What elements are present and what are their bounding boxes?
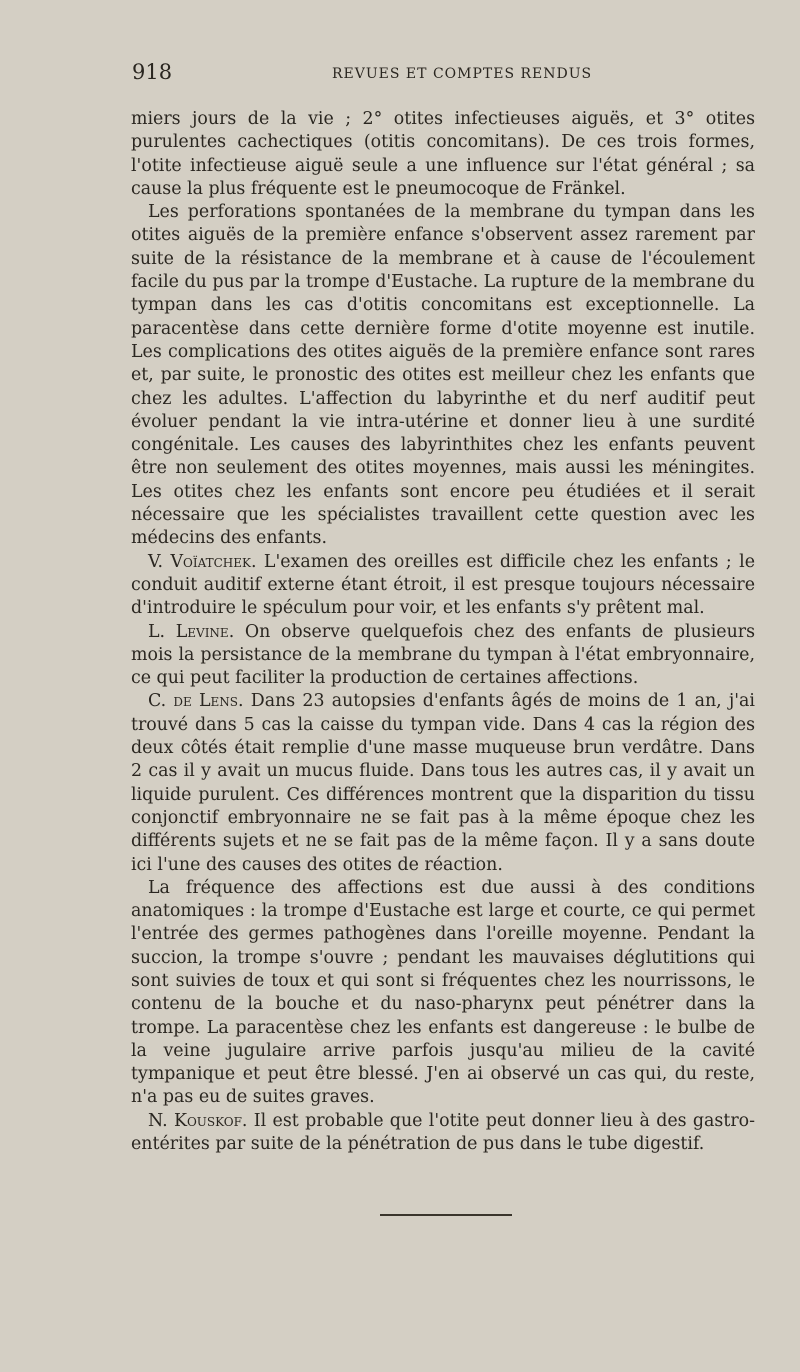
body-text: [131, 108, 755, 1156]
paragraph-levine: [131, 621, 755, 691]
author-name: V. Voïatchek.: [148, 551, 257, 572]
page-header: [132, 58, 752, 88]
author-name: C. de Lens.: [148, 691, 244, 712]
paragraph-text: miers jours de la vie ; 2° otites infectieuses aiguës, et 3° otites purulentes cachectiques (otitis concomitans). De ces trois formes, l'otite infectieuse aiguë seule a une influence sur l'état général ; sa cause la plus fréquente est le pneumocoque de Fränkel.: [131, 109, 755, 199]
paragraph: [131, 877, 755, 1110]
paragraph-text: Les perforations spontanées de la membrane du tympan dans les otites aiguës de la première enfance s'observent assez rarement par suite de la résistance de la membrane et à cause de l'écoulement facile du pus par la trompe d'Eustache. La rupture de la membrane du tympan dans les cas d'otitis concomitans est exceptionnelle. La paracentèse dans cette dernière forme d'otite moyenne est inutile. Les complications des otites aiguës de la première enfance sont rares et, par suite, le pronostic des otites est meilleur chez les enfants que chez les adultes. L'affection du labyrinthe et du nerf auditif peut évoluer pendant la vie intra-utérine et donner lieu à une surdité congénitale. Les causes des labyrinthites chez les enfants peuvent être non seulement des otites moyennes, mais aussi les méningites. Les otites chez les enfants sont encore peu étudiées et il serait nécessaire que les spécialistes travaillent cette question avec les médecins des enfants.: [131, 202, 755, 549]
paragraph-kouskof: [131, 1110, 755, 1157]
paragraph: [131, 201, 755, 550]
paragraph-text: On observe quelquefois chez des enfants de plusieurs mois la persistance de la membrane du tympan à l'état embryonnaire, ce qui peut faciliter la production de certaines affections.: [131, 621, 756, 689]
paragraph-continuation: [131, 108, 755, 201]
section-end-rule: [380, 1214, 512, 1216]
author-name: N. Kouskof.: [148, 1110, 248, 1131]
paragraph-voiatchek: [131, 551, 755, 621]
paragraph-text: Dans 23 autopsies d'enfants âgés de moins de 1 an, j'ai trouvé dans 5 cas la caisse du tympan vide. Dans 4 cas la région des deux côtés était remplie d'une masse muqueuse brun verdâtre. Dans 2 cas il y avait un mucus fluide. Dans tous les autres cas, il y avait un liquide purulent. Ces différences montrent que la disparition du tissu conjonctif embryonnaire ne se fait pas à la même époque chez les différents sujets et ne se fait pas de la même façon. Il y a sans doute ici l'une des causes des otites de réaction.: [131, 691, 755, 875]
paragraph-text: L'examen des oreilles est difficile chez les enfants ; le conduit auditif externe étant étroit, il est presque toujours nécessaire d'introduire le spéculum pour voir, et les enfants s'y prêtent mal.: [131, 551, 756, 619]
page-number: 918: [132, 60, 173, 84]
paragraph-de-lens: [131, 690, 755, 876]
author-name: L. Levine.: [148, 621, 235, 642]
paragraph-text: La fréquence des affections est due aussi à des conditions anatomiques : la trompe d'Eustache est large et courte, ce qui permet l'entrée des germes pathogènes dans l'oreille moyenne. Pendant la succion, la trompe s'ouvre ; pendant les mauvaises déglutitions qui sont suivies de toux et qui sont si fréquentes chez les nourrissons, le contenu de la bouche et du naso-pharynx peut pénétrer dans la trompe. La paracentèse chez les enfants est dangereuse : le bulbe de la veine jugulaire arrive parfois jusqu'au milieu de la cavité tympanique et peut être blessé. J'en ai observé un cas qui, du reste, n'a pas eu de suites graves.: [131, 877, 755, 1108]
running-head: REVUES ET COMPTES RENDUS: [332, 66, 593, 82]
paragraph-text: Il est probable que l'otite peut donner lieu à des gastro-entérites par suite de la pénétration de pus dans le tube digestif.: [131, 1110, 755, 1155]
